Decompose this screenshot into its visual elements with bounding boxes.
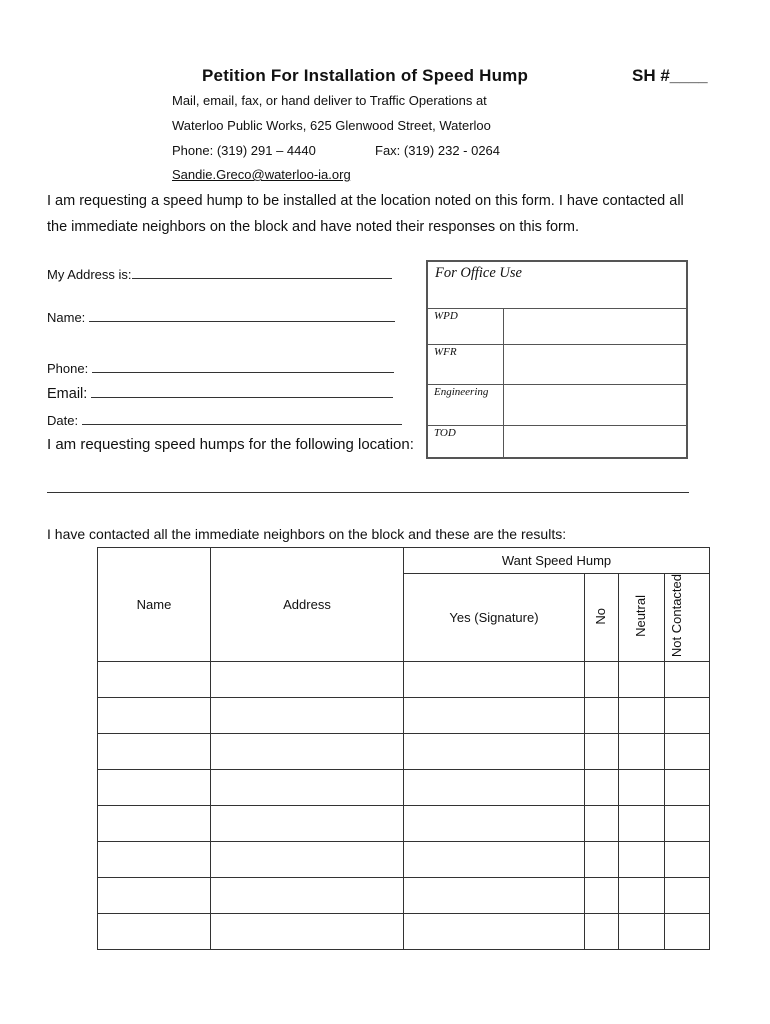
phone-field[interactable]	[47, 359, 394, 376]
table-row	[98, 698, 710, 734]
sh-number-field[interactable]: SH #____	[632, 66, 708, 85]
email-label: Email:	[47, 386, 88, 402]
location-request-label: I am requesting speed humps for the following location:	[47, 436, 414, 453]
not-contacted-cell[interactable]	[665, 806, 710, 842]
address-line[interactable]	[132, 265, 392, 279]
yes-signature-cell[interactable]	[404, 734, 585, 770]
office-row-divider	[428, 425, 686, 426]
office-use-box	[426, 260, 688, 459]
neighbor-address-cell[interactable]	[211, 806, 404, 842]
neighbor-name-cell[interactable]	[98, 734, 211, 770]
table-row	[98, 662, 710, 698]
table-row	[98, 878, 710, 914]
neighbors-table	[97, 547, 710, 950]
table-row	[98, 806, 710, 842]
results-intro: I have contacted all the immediate neighbors on the block and these are the results:	[47, 526, 567, 542]
form-title: Petition For Installation of Speed Hump	[202, 66, 529, 85]
neighbor-address-cell[interactable]	[211, 662, 404, 698]
intro-line-1: I am requesting a speed hump to be installed at the location noted on this form. I have contacted all	[47, 193, 684, 209]
column-header-yes: Yes (Signature)	[404, 574, 585, 662]
column-header-address: Address	[211, 548, 404, 662]
contact-email-link[interactable]: Sandie.Greco@waterloo-ia.org	[172, 167, 351, 182]
neighbor-address-cell[interactable]	[211, 842, 404, 878]
email-line[interactable]	[91, 384, 393, 398]
office-row-divider	[428, 384, 686, 385]
submission-instructions: Mail, email, fax, or hand deliver to Traffic Operations at	[172, 93, 487, 108]
neighbor-address-cell[interactable]	[211, 878, 404, 914]
not-contacted-cell[interactable]	[665, 698, 710, 734]
email-field[interactable]	[47, 384, 393, 402]
not-contacted-cell[interactable]	[665, 878, 710, 914]
office-label-tod: TOD	[434, 427, 456, 439]
neutral-cell[interactable]	[619, 914, 665, 950]
neighbor-address-cell[interactable]	[211, 914, 404, 950]
office-label-wfr: WFR	[434, 346, 457, 358]
date-label: Date:	[47, 413, 79, 428]
neutral-cell[interactable]	[619, 770, 665, 806]
neutral-cell[interactable]	[619, 662, 665, 698]
neutral-cell[interactable]	[619, 698, 665, 734]
yes-signature-cell[interactable]	[404, 698, 585, 734]
not-contacted-cell[interactable]	[665, 770, 710, 806]
neighbor-address-cell[interactable]	[211, 698, 404, 734]
phone-line[interactable]	[92, 359, 394, 373]
yes-signature-cell[interactable]	[404, 806, 585, 842]
office-label-engineering: Engineering	[434, 386, 489, 398]
not-contacted-cell[interactable]	[665, 662, 710, 698]
neighbor-address-cell[interactable]	[211, 770, 404, 806]
yes-signature-cell[interactable]	[404, 914, 585, 950]
neutral-cell[interactable]	[619, 878, 665, 914]
fax-number: Fax: (319) 232 - 0264	[375, 143, 501, 158]
no-cell[interactable]	[585, 734, 619, 770]
yes-signature-cell[interactable]	[404, 662, 585, 698]
no-cell[interactable]	[585, 698, 619, 734]
office-column-divider	[503, 308, 504, 457]
no-cell[interactable]	[585, 770, 619, 806]
no-cell[interactable]	[585, 878, 619, 914]
location-input-line[interactable]	[47, 492, 689, 493]
yes-signature-cell[interactable]	[404, 842, 585, 878]
column-header-want-speed-hump: Want Speed Hump	[404, 548, 710, 574]
no-cell[interactable]	[585, 842, 619, 878]
neutral-cell[interactable]	[619, 842, 665, 878]
not-contacted-cell[interactable]	[665, 914, 710, 950]
no-cell[interactable]	[585, 662, 619, 698]
neutral-cell[interactable]	[619, 806, 665, 842]
intro-line-2: the immediate neighbors on the block and have noted their responses on this form.	[47, 219, 579, 235]
neighbor-name-cell[interactable]	[98, 878, 211, 914]
no-cell[interactable]	[585, 914, 619, 950]
not-contacted-cell[interactable]	[665, 842, 710, 878]
column-header-name: Name	[98, 548, 211, 662]
neighbor-name-cell[interactable]	[98, 914, 211, 950]
table-row	[98, 770, 710, 806]
name-line[interactable]	[89, 308, 395, 322]
neighbor-name-cell[interactable]	[98, 662, 211, 698]
phone-number: Phone: (319) 291 – 4440	[172, 143, 316, 158]
office-row-divider	[428, 308, 686, 309]
neighbor-name-cell[interactable]	[98, 842, 211, 878]
office-label-wpd: WPD	[434, 310, 458, 322]
table-row	[98, 842, 710, 878]
no-cell[interactable]	[585, 806, 619, 842]
date-field[interactable]	[47, 411, 402, 428]
neighbor-name-cell[interactable]	[98, 698, 211, 734]
public-works-address: Waterloo Public Works, 625 Glenwood Street, Waterloo	[172, 118, 491, 133]
not-contacted-cell[interactable]	[665, 734, 710, 770]
column-header-not-contacted-cell	[665, 574, 710, 662]
neutral-cell[interactable]	[619, 734, 665, 770]
column-header-no: No	[593, 607, 609, 625]
column-header-not-contacted: Not Contacted	[669, 574, 684, 658]
column-header-no-cell	[585, 574, 619, 662]
table-row	[98, 734, 710, 770]
column-header-neutral: Neutral	[633, 595, 649, 637]
column-header-neutral-cell	[619, 574, 665, 662]
neighbor-name-cell[interactable]	[98, 806, 211, 842]
address-field[interactable]	[47, 265, 392, 282]
neighbor-name-cell[interactable]	[98, 770, 211, 806]
name-label: Name:	[47, 310, 86, 325]
office-use-title: For Office Use	[435, 265, 522, 281]
office-row-divider	[428, 344, 686, 345]
table-row	[98, 914, 710, 950]
neighbor-address-cell[interactable]	[211, 734, 404, 770]
yes-signature-cell[interactable]	[404, 878, 585, 914]
yes-signature-cell[interactable]	[404, 770, 585, 806]
name-field[interactable]	[47, 308, 395, 325]
date-line[interactable]	[82, 411, 402, 425]
address-label: My Address is:	[47, 267, 132, 282]
phone-label: Phone:	[47, 361, 89, 376]
